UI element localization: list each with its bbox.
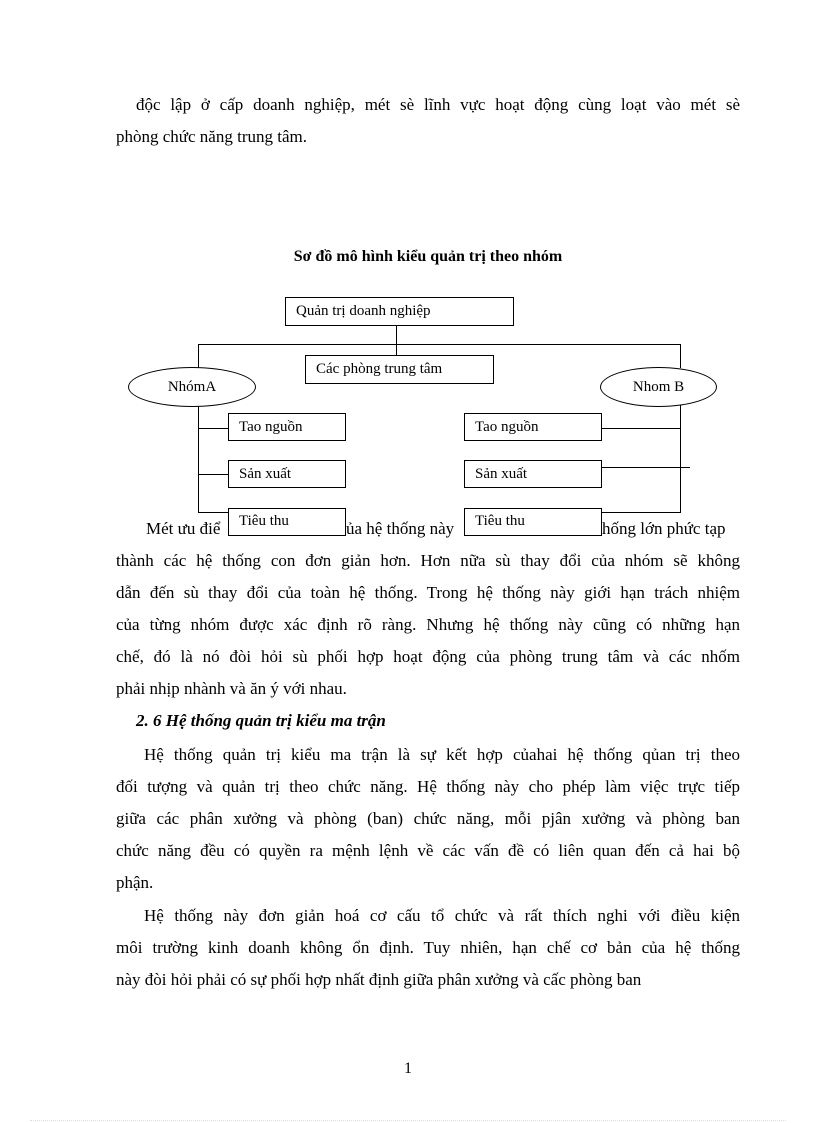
para1-line-6: phải nhịp nhành và ăn ý với nhau. [116, 679, 347, 698]
para2-line-3: giữa các phân xưởng và phòng (ban) chức năng, mỗi pjân xưởng và phòng ban [116, 809, 740, 828]
para3 [116, 900, 740, 996]
left-item-3: Tiêu thu [228, 508, 346, 536]
connector-left-spine [198, 400, 199, 512]
para1-line1-mid: ủa hệ thống này [346, 519, 455, 538]
page-number: 1 [404, 1060, 412, 1077]
connector-right-branch-1 [602, 428, 681, 429]
para1-line-3: dẫn đến sù thay đổi của toàn hệ thống. Trong hệ thống này giới hạn trách nhiệm [116, 583, 740, 602]
para2-line-4: chức năng đều có quyền ra mệnh lệnh về các vấn đề có liên quan đến cả hai bộ [116, 841, 740, 860]
para1-line-4: của từng nhóm được xác định rõ ràng. Nhưng hệ thống này cũng có những hạn [116, 615, 740, 634]
intro-paragraph [116, 89, 740, 153]
para2 [116, 739, 740, 899]
connector-right-drop [680, 344, 681, 368]
para3-line-1: Hệ thống này đơn giản hoá cơ cấu tổ chức và rất thích nghi với điều kiện [144, 906, 740, 925]
diagram-title: Sơ đồ mô hình kiểu quản trị theo nhóm [293, 248, 563, 265]
connector-horizontal [198, 344, 681, 345]
para1-line-2: thành các hệ thống con đơn giản hơn. Hơn nữa sù thay đổi của nhóm sẽ không [116, 551, 740, 570]
connector-right-branch-2 [602, 467, 690, 468]
top-box: Quản trị doanh nghiệp [285, 297, 514, 326]
intro-line-1: độc lập ở cấp doanh nghiệp, mét sè lĩnh vực hoạt động cùng loạt vào mét sè [136, 95, 740, 114]
group-a-label: NhómA [167, 379, 217, 395]
para1-line1-start: Mét ưu điể [146, 519, 221, 538]
para2-line-2: đối tượng và quản trị theo chức năng. Hệ thống này cho phép làm việc trực tiếp [116, 777, 740, 796]
connector-left-branch-1 [198, 428, 228, 429]
connector-left-branch-2 [198, 474, 228, 475]
group-b-label: Nhom B [632, 379, 685, 395]
left-item-2: Sản xuất [228, 460, 346, 488]
para1-line1 [146, 513, 220, 545]
right-item-3: Tiêu thu [464, 508, 602, 536]
group-a-oval [128, 367, 256, 407]
page-bottom-rule [30, 1120, 786, 1121]
intro-line-2: phòng chức năng trung tâm. [116, 127, 307, 146]
connector-right-spine [680, 400, 681, 512]
para1-line1-end-wrap [602, 513, 726, 545]
right-item-2: Sản xuất [464, 460, 602, 488]
para2-line-5: phận. [116, 873, 154, 892]
para1-line1-end: hống lớn phức tạp [602, 519, 726, 538]
left-item-1: Tao nguồn [228, 413, 346, 441]
group-b-oval [600, 367, 717, 407]
para1-line-5: chế, đó là nó đòi hỏi sù phối hợp hoạt động của phòng trung tâm và các nhốm [116, 647, 740, 666]
connector-left-drop [198, 344, 199, 368]
right-item-1: Tao nguồn [464, 413, 602, 441]
section-heading: 2. 6 Hệ thống quản trị kiểu ma trận [136, 711, 386, 730]
center-box: Các phòng trung tâm [305, 355, 494, 384]
para3-line-2: môi trường kinh doanh không ổn định. Tuy nhiên, hạn chế cơ bản của hệ thống [116, 938, 740, 957]
para1 [116, 545, 740, 705]
connector-top-vertical [396, 326, 397, 356]
para2-line-1: Hệ thống quản trị kiểu ma trận là sự kết hợp củahai hệ thống qủan trị theo [144, 745, 740, 764]
para1-line1-mid-wrap [346, 513, 454, 545]
para3-line-3: này đòi hỏi phải có sự phối hợp nhất định giữa phân xưởng và cấc phòng ban [116, 970, 642, 989]
